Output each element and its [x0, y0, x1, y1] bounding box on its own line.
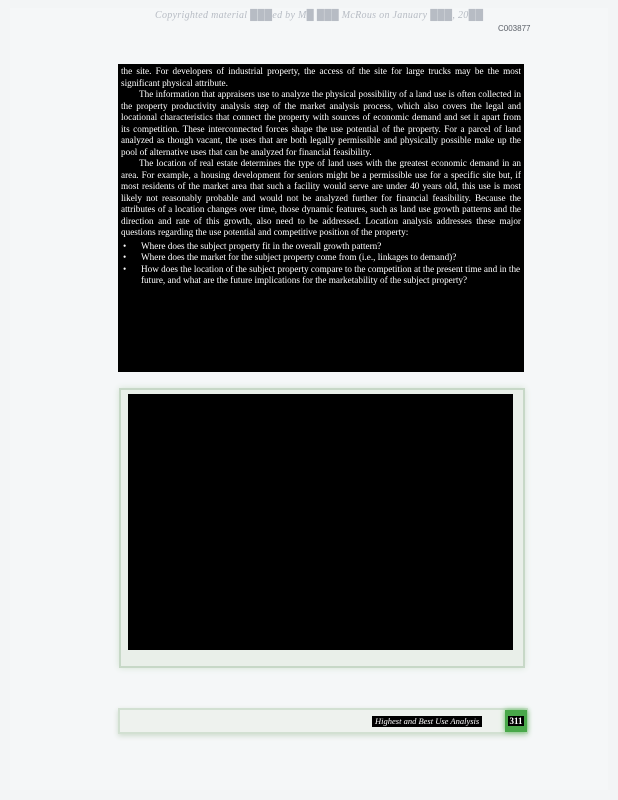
- list-item-text: How does the location of the subject property compare to the competition at the present time and in the future, and what are the future implications for the marketability of the subject property?: [141, 263, 521, 285]
- list-item: [121, 264, 521, 287]
- list-item-text: Where does the subject property fit in the overall growth pattern?: [141, 240, 382, 251]
- bullet-icon: •: [123, 252, 127, 262]
- question-list: [121, 241, 521, 287]
- list-item-text: Where does the market for the subject property come from (i.e., linkages to demand)?: [141, 252, 457, 262]
- copyright-watermark: Copyrighted material ███ed by M█ ███ McRous on January ███, 20██: [155, 10, 484, 21]
- redacted-figure: [128, 394, 513, 650]
- page-number: 311: [509, 716, 523, 726]
- running-head: Highest and Best Use Analysis: [372, 716, 482, 727]
- paragraph-3: The location of real estate determines the type of land uses with the greatest economic demand in an area. For example, a housing development for seniors might be a permissible use for a specific site but, if most residents of the market area that such a facility would serve are under 40 years old, this use is most likely not reasonably probable and would not be analyzed further for financial feasibility. Because the attributes of a location changes over time, those dynamic features, such as land use growth patterns and the direction and rate of this growth, also need to be addressed. Location analysis addresses these major questions regarding the use potential and competitive position of the property:: [121, 158, 521, 237]
- list-item: [121, 252, 521, 264]
- bullet-icon: •: [123, 240, 127, 251]
- paragraph-1: the site. For developers of industrial property, the access of the site for large trucks may be the most significant physical attribute.: [121, 66, 521, 88]
- body-text-block: [118, 64, 524, 372]
- page-number-badge: [505, 710, 527, 732]
- paragraph-2: The information that appraisers use to analyze the physical possibility of a land use is often collected in the property productivity analysis step of the market analysis process, which also covers the legal and locational characteristics that connect the property with sources of economic demand and set it apart from its competition. These interconnected forces shape the use potential of the property. For a parcel of land analyzed as though vacant, the uses that are both legally permissible and physically possible make up the pool of alternative uses that can be analyzed for financial feasibility.: [121, 89, 521, 157]
- list-item: [121, 241, 521, 253]
- document-id: C003877: [498, 24, 531, 33]
- figure-panel: [119, 388, 525, 668]
- bullet-icon: •: [123, 263, 127, 274]
